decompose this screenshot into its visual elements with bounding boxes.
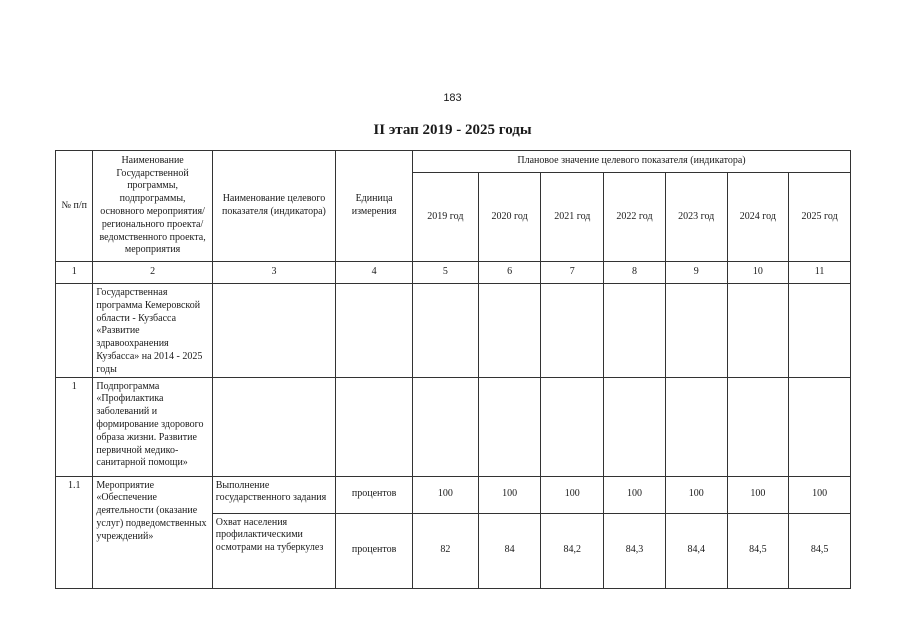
table-row (56, 284, 851, 378)
indicator-value: 82 (413, 513, 479, 588)
empty-cell (212, 284, 335, 378)
row-num: 1.1 (56, 476, 93, 588)
indicator-value: 100 (665, 476, 727, 513)
header-planned: Плановое значение целевого показателя (индикатора) (413, 151, 851, 173)
column-number: 5 (413, 262, 479, 284)
column-number-row (56, 262, 851, 284)
page-number: 183 (443, 92, 462, 104)
empty-cell (212, 377, 335, 476)
indicator-value: 100 (541, 476, 604, 513)
column-number: 10 (727, 262, 789, 284)
empty-cell (727, 284, 789, 378)
empty-cell (541, 284, 604, 378)
indicator-value: 100 (478, 476, 541, 513)
indicator-value: 84 (478, 513, 541, 588)
indicator-value: 100 (413, 476, 479, 513)
header-year: 2025 год (789, 173, 851, 262)
header-year: 2020 год (478, 173, 541, 262)
indicator-value: 100 (727, 476, 789, 513)
header-unit: Единица измерения (336, 151, 413, 262)
empty-cell (413, 284, 479, 378)
indicator-value: 84,4 (665, 513, 727, 588)
header-year: 2022 год (604, 173, 666, 262)
indicator-unit: процентов (336, 513, 413, 588)
empty-cell (413, 377, 479, 476)
indicator-unit: процентов (336, 476, 413, 513)
page-title: II этап 2019 - 2025 годы (373, 122, 532, 138)
empty-cell (336, 284, 413, 378)
header-num: № п/п (56, 151, 93, 262)
row-num: 1 (56, 377, 93, 476)
row-name: Подпрограмма «Профилактика заболеваний и формирование здорового образа жизни. Развитие первичной медико-санитарной помощи» (93, 377, 212, 476)
empty-cell (789, 377, 851, 476)
header-year: 2019 год (413, 173, 479, 262)
column-number: 6 (478, 262, 541, 284)
indicator-value: 84,3 (604, 513, 666, 588)
indicator-name: Охват населения профилактическими осмотрами на туберкулез (212, 513, 335, 588)
empty-cell (665, 284, 727, 378)
indicator-value: 100 (604, 476, 666, 513)
indicators-table (55, 150, 851, 589)
empty-cell (478, 284, 541, 378)
column-number: 1 (56, 262, 93, 284)
empty-cell (665, 377, 727, 476)
indicator-value: 100 (789, 476, 851, 513)
indicator-value: 84,5 (789, 513, 851, 588)
column-number: 8 (604, 262, 666, 284)
row-num (56, 284, 93, 378)
empty-cell (541, 377, 604, 476)
header-year: 2021 год (541, 173, 604, 262)
header-year: 2023 год (665, 173, 727, 262)
header-year: 2024 год (727, 173, 789, 262)
indicator-value: 84,2 (541, 513, 604, 588)
empty-cell (604, 284, 666, 378)
column-number: 4 (336, 262, 413, 284)
empty-cell (789, 284, 851, 378)
indicator-value: 84,5 (727, 513, 789, 588)
table-row (56, 476, 851, 513)
table-row (56, 377, 851, 476)
header-indicator: Наименование целевого показателя (индикатора) (212, 151, 335, 262)
empty-cell (604, 377, 666, 476)
empty-cell (336, 377, 413, 476)
column-number: 3 (212, 262, 335, 284)
column-number: 2 (93, 262, 212, 284)
header-name: Наименование Государственной программы, подпрограммы, основного мероприятия/регионального проекта/ ведомственного проекта, мероприятия (93, 151, 212, 262)
column-number: 11 (789, 262, 851, 284)
column-number: 9 (665, 262, 727, 284)
row-name: Мероприятие «Обеспечение деятельности (оказание услуг) подведомственных учреждений» (93, 476, 212, 588)
empty-cell (727, 377, 789, 476)
empty-cell (478, 377, 541, 476)
indicator-name: Выполнение государственного задания (212, 476, 335, 513)
column-number: 7 (541, 262, 604, 284)
row-name: Государственная программа Кемеровской области - Кузбасса «Развитие здравоохранения Кузбасса» на 2014 - 2025 годы (93, 284, 212, 378)
